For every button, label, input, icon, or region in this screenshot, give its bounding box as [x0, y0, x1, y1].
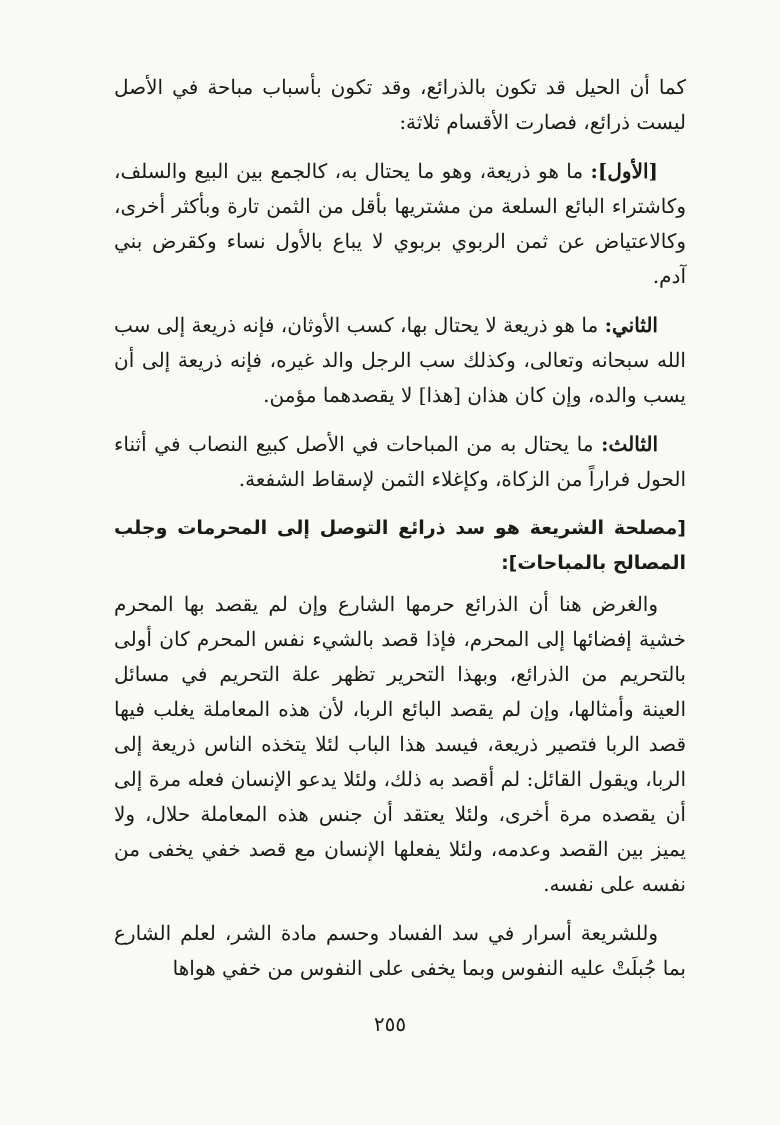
first-category-text: ما هو ذريعة، وهو ما يحتال به، كالجمع بين البيع والسلف، وكاشتراء البائع السلعة من مشتريها بأقل من الثمن تارة وبأكثر أخرى، وكالاعتياض عن ثمن الربوي بربوي لا يباع بالأول نساء وكقرض بني آدم. [114, 159, 686, 288]
first-category-paragraph [114, 154, 686, 294]
second-category-paragraph [114, 308, 686, 413]
third-category-label: الثالث: [601, 432, 659, 456]
third-category-paragraph [114, 427, 686, 497]
page-number: ٢٥٥ [373, 1012, 407, 1036]
paragraph-spacer [114, 902, 686, 916]
first-category-label: [الأول]: [590, 159, 658, 183]
paragraph-spacer [114, 413, 686, 427]
body-paragraph: والغرض هنا أن الذرائع حرمها الشارع وإن لم يقصد بها المحرم خشية إفضائها إلى المحرم، فإذا قصد بالشيء نفس المحرم كان أولى بالتحريم من الذرائع، وبهذا التحرير تظهر علة التحريم في مسائل العينة وأمثالها، وإن لم يقصد البائع الربا، لأن هذه المعاملة يغلب فيها قصد الربا فتصير ذريعة، فيسد هذا الباب لئلا يتخذه الناس ذريعة إلى الربا، ويقول القائل: لم أقصد به ذلك، ولئلا يدعو الإنسان فعله مرة إلى أن يقصده مرة أخرى، ولئلا يعتقد أن جنس هذه المعاملة حلال، ولا يميز بين القصد وعدمه، ولئلا يفعلها الإنسان مع قصد خفي يخفى من نفسه على نفسه. [114, 592, 686, 896]
second-category-text: ما هو ذريعة لا يحتال بها، كسب الأوثان، فإنه ذريعة إلى سب الله سبحانه وتعالى، وكذلك سب الرجل والد غيره، فإنه ذريعة إلى أن يسب والده، وإن كان هذان [هذا] لا يقصدهما مؤمن. [114, 313, 686, 407]
section-heading: [مصلحة الشريعة هو سد ذرائع التوصل إلى المحرمات وجلب المصالح بالمباحات]: [114, 517, 686, 574]
paragraph-spacer [114, 294, 686, 308]
page-text [114, 70, 686, 986]
intro-paragraph: كما أن الحيل قد تكون بالذرائع، وقد تكون بأسباب مباحة في الأصل ليست ذرائع، فصارت الأقسام ثلاثة: [114, 75, 686, 134]
paragraph-spacer [114, 497, 686, 511]
paragraph-spacer [114, 140, 686, 154]
third-category-text: ما يحتال به من المباحات في الأصل كبيع النصاب في أثناء الحول فراراً من الزكاة، وكإغلاء الثمن لإسقاط الشفعة. [114, 432, 686, 491]
closing-paragraph: وللشريعة أسرار في سد الفساد وحسم مادة الشر، لعلم الشارع بما جُبلَتْ عليه النفوس وبما يخفى على النفوس من خفي هواها [114, 921, 686, 980]
second-category-label: الثاني: [604, 313, 658, 337]
